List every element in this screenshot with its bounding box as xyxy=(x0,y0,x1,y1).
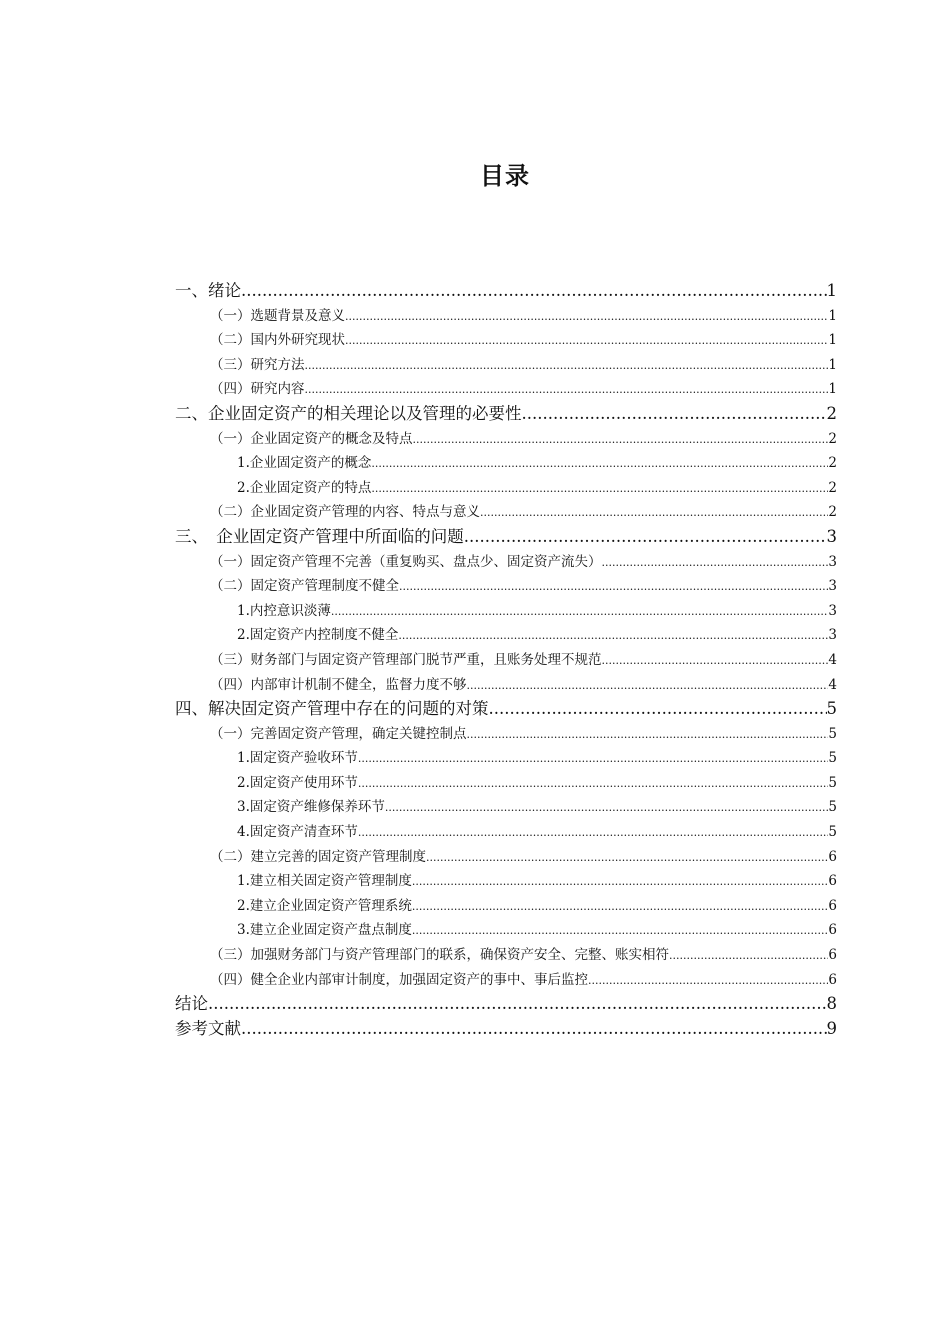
toc-entry[interactable] xyxy=(175,427,837,452)
toc-page-number: 2 xyxy=(828,479,837,496)
toc-entry-label: 1.企业固定资产的概念 xyxy=(237,455,372,472)
toc-entry-label: 2.固定资产内控制度不健全 xyxy=(237,627,399,644)
toc-page-number: 1 xyxy=(826,281,837,300)
toc-page-number: 6 xyxy=(828,873,837,890)
toc-dot-leader xyxy=(412,895,829,919)
toc-entry[interactable] xyxy=(175,279,837,304)
toc-dot-leader xyxy=(345,305,828,329)
toc-entry-label: 2.企业固定资产的特点 xyxy=(237,479,372,496)
toc-dot-leader xyxy=(489,697,827,722)
toc-entry[interactable] xyxy=(175,525,837,550)
toc-entry[interactable] xyxy=(175,574,837,599)
toc-page-number: 3 xyxy=(826,526,837,546)
toc-page-number: 5 xyxy=(828,774,837,791)
toc-entry[interactable] xyxy=(175,550,837,575)
toc-entry[interactable] xyxy=(175,353,837,378)
toc-dot-leader xyxy=(412,919,829,943)
toc-entry[interactable] xyxy=(175,746,837,771)
toc-entry-label: 四、解决固定资产管理中存在的问题的对策 xyxy=(175,699,489,719)
toc-entry[interactable] xyxy=(175,697,837,722)
toc-entry-label: （四）研究内容 xyxy=(210,381,305,398)
toc-page-number: 9 xyxy=(826,1018,837,1038)
toc-dot-leader xyxy=(602,649,829,673)
toc-entry-label: （二）国内外研究现状 xyxy=(210,332,345,349)
toc-dot-leader xyxy=(358,821,829,845)
toc-page-number: 6 xyxy=(828,848,837,865)
toc-dot-leader xyxy=(241,279,827,304)
toc-page-number: 1 xyxy=(828,332,837,349)
toc-entry-label: 1.建立相关固定资产管理制度 xyxy=(237,873,412,890)
toc-page-number: 6 xyxy=(828,897,837,914)
toc-entry[interactable] xyxy=(175,673,837,698)
toc-entry[interactable] xyxy=(175,869,837,894)
toc-entry-label: 二、企业固定资产的相关理论以及管理的必要性 xyxy=(175,403,522,423)
toc-dot-leader xyxy=(669,944,828,968)
toc-dot-leader xyxy=(371,477,828,501)
toc-entry-label: （一）企业固定资产的概念及特点 xyxy=(210,430,413,447)
toc-entry-label: （二）固定资产管理制度不健全 xyxy=(210,578,399,595)
toc-entry[interactable] xyxy=(175,451,837,476)
toc-entry-label: 参考文献 xyxy=(175,1018,241,1038)
toc-entry[interactable] xyxy=(175,968,837,993)
toc-entry-label: （三）财务部门与固定资产管理部门脱节严重，且账务处理不规范 xyxy=(210,651,602,668)
toc-page-number: 1 xyxy=(828,356,837,373)
toc-entry-label: 结论 xyxy=(175,994,208,1014)
toc-entry[interactable] xyxy=(175,304,837,329)
toc-dot-leader xyxy=(426,846,828,870)
toc-entry-label: 1.内控意识淡薄 xyxy=(237,602,331,619)
toc-page-number: 3 xyxy=(828,578,837,595)
toc-dot-leader xyxy=(371,452,828,476)
toc-entry[interactable] xyxy=(175,377,837,402)
toc-entry[interactable] xyxy=(175,845,837,870)
toc-page-number: 6 xyxy=(828,971,837,988)
page-title: 目录 xyxy=(480,162,530,190)
toc-dot-leader xyxy=(345,329,828,353)
toc-dot-leader xyxy=(241,1017,827,1042)
toc-dot-leader xyxy=(588,969,828,993)
toc-dot-leader xyxy=(305,378,829,402)
toc-dot-leader xyxy=(331,600,829,624)
toc-entry-label: （一）选题背景及意义 xyxy=(210,307,345,324)
toc-entry-label: （三）研究方法 xyxy=(210,356,305,373)
toc-page-number: 5 xyxy=(826,699,837,719)
toc-entry-label: （四）健全企业内部审计制度，加强固定资产的事中、事后监控 xyxy=(210,971,588,988)
toc-entry-label: （三）加强财务部门与资产管理部门的联系，确保资产安全、完整、账实相符 xyxy=(210,947,669,964)
toc-entry-label: 3.固定资产维修保养环节 xyxy=(237,799,385,816)
toc-page-number: 5 xyxy=(828,725,837,742)
toc-entry[interactable] xyxy=(175,820,837,845)
toc-dot-leader xyxy=(467,674,829,698)
toc-entry-label: 2.固定资产使用环节 xyxy=(237,774,358,791)
toc-dot-leader xyxy=(522,402,827,427)
toc-dot-leader xyxy=(358,772,829,796)
toc-dot-leader xyxy=(399,575,828,599)
toc-entry[interactable] xyxy=(175,722,837,747)
toc-entry[interactable] xyxy=(175,648,837,673)
toc-dot-leader xyxy=(480,501,828,525)
toc-entry[interactable] xyxy=(175,992,837,1017)
toc-entry[interactable] xyxy=(175,795,837,820)
toc-page-number: 5 xyxy=(828,824,837,841)
toc-page-number: 3 xyxy=(828,602,837,619)
toc-entry-label: （二）企业固定资产管理的内容、特点与意义 xyxy=(210,504,480,521)
toc-page-number: 2 xyxy=(828,504,837,521)
toc-dot-leader xyxy=(412,870,829,894)
toc-dot-leader xyxy=(467,723,829,747)
toc-entry[interactable] xyxy=(175,894,837,919)
toc-page-number: 4 xyxy=(828,651,837,668)
toc-page-number: 2 xyxy=(826,403,837,423)
toc-dot-leader xyxy=(208,992,827,1017)
toc-page-number: 2 xyxy=(828,455,837,472)
toc-entry[interactable] xyxy=(175,1017,837,1042)
toc-dot-leader xyxy=(602,551,829,575)
toc-page-number: 1 xyxy=(828,381,837,398)
toc-entry[interactable] xyxy=(175,599,837,624)
toc-entry[interactable] xyxy=(175,402,837,427)
toc-page-number: 6 xyxy=(828,947,837,964)
toc-entry[interactable] xyxy=(175,943,837,968)
table-of-contents xyxy=(175,279,837,1041)
toc-entry[interactable] xyxy=(175,476,837,501)
toc-entry[interactable] xyxy=(175,328,837,353)
toc-dot-leader xyxy=(413,428,829,452)
toc-page-number: 6 xyxy=(828,922,837,939)
toc-entry-label: 4.固定资产清查环节 xyxy=(237,824,358,841)
toc-dot-leader xyxy=(385,796,829,820)
toc-page-number: 8 xyxy=(826,994,837,1014)
toc-page-number: 2 xyxy=(828,430,837,447)
toc-page-number: 4 xyxy=(828,676,837,693)
toc-page-number: 1 xyxy=(828,307,837,324)
toc-entry-label: （一）完善固定资产管理，确定关键控制点 xyxy=(210,725,467,742)
toc-entry[interactable] xyxy=(175,500,837,525)
toc-page-number: 5 xyxy=(828,750,837,767)
toc-entry[interactable] xyxy=(175,771,837,796)
toc-entry-label: 三、 企业固定资产管理中所面临的问题 xyxy=(175,526,464,546)
toc-dot-leader xyxy=(464,525,827,550)
toc-entry-label: 1.固定资产验收环节 xyxy=(237,750,358,767)
toc-entry-label: 一、绪论 xyxy=(175,281,241,300)
toc-entry-label: （二）建立完善的固定资产管理制度 xyxy=(210,848,426,865)
toc-dot-leader xyxy=(358,747,829,771)
toc-page-number: 3 xyxy=(828,553,837,570)
toc-entry-label: 2.建立企业固定资产管理系统 xyxy=(237,897,412,914)
toc-page-number: 3 xyxy=(828,627,837,644)
toc-entry[interactable] xyxy=(175,918,837,943)
toc-entry-label: （一）固定资产管理不完善（重复购买、盘点少、固定资产流失） xyxy=(210,553,602,570)
toc-dot-leader xyxy=(398,624,828,648)
toc-dot-leader xyxy=(305,354,829,378)
toc-entry-label: （四）内部审计机制不健全，监督力度不够 xyxy=(210,676,467,693)
toc-entry[interactable] xyxy=(175,623,837,648)
toc-page-number: 5 xyxy=(828,799,837,816)
toc-entry-label: 3.建立企业固定资产盘点制度 xyxy=(237,922,412,939)
